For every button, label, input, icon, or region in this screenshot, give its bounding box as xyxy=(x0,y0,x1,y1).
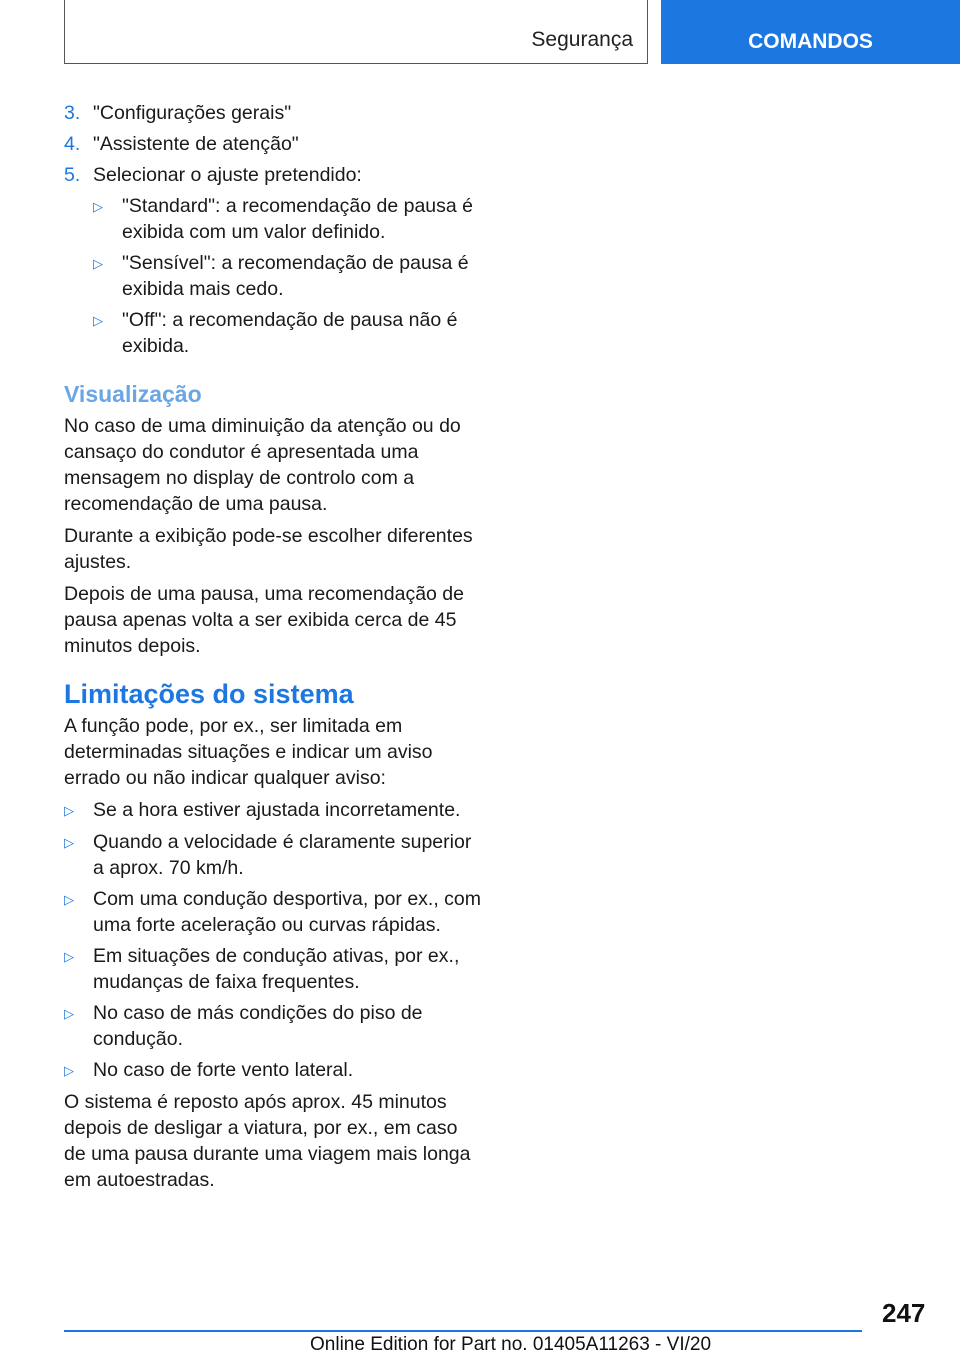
list-item-text: Com uma condução desportiva, por ex., com uma forte aceleração ou curvas rápidas. xyxy=(93,888,482,936)
list-item xyxy=(64,797,484,824)
list-item xyxy=(64,1000,484,1052)
paragraph: No caso de uma diminuição da atenção ou do cansaço do condutor é apresentada uma mensagem no display de controlo com a recomendação de uma pausa. xyxy=(64,415,461,515)
page-content xyxy=(64,100,484,1199)
triangle-bullet-icon: ▷ xyxy=(64,949,74,964)
triangle-bullet-icon: ▷ xyxy=(64,892,74,907)
list-item-text: Se a hora estiver ajustada incorretamente. xyxy=(93,799,461,821)
triangle-bullet-icon: ▷ xyxy=(64,835,74,850)
step-3 xyxy=(64,100,484,126)
footer-edition: Online Edition for Part no. 01405A11263 - VI/20 xyxy=(310,1334,712,1355)
limits-section-title: Limitações do sistema xyxy=(64,679,354,709)
list-item-text: No caso de forte vento lateral. xyxy=(93,1059,354,1081)
list-item xyxy=(64,1057,484,1084)
header-chapter-label: COMANDOS xyxy=(748,30,873,53)
step-number: 5. xyxy=(64,164,81,186)
header-chapter-tab xyxy=(661,0,960,64)
paragraph: Durante a exibição pode-se escolher diferentes ajustes. xyxy=(64,525,473,573)
triangle-bullet-icon: ▷ xyxy=(93,256,103,271)
paragraph: A função pode, por ex., ser limitada em determinadas situações e indicar um aviso errado ou não indicar qualquer aviso: xyxy=(64,715,433,789)
step-5 xyxy=(64,162,484,188)
step-4 xyxy=(64,131,484,157)
triangle-bullet-icon: ▷ xyxy=(93,199,103,214)
step-number: 3. xyxy=(64,102,81,124)
list-item xyxy=(64,943,484,995)
paragraph: O sistema é reposto após aprox. 45 minutos depois de desligar a viatura, por ex., em caso de uma pausa durante uma viagem mais longa em autoestradas. xyxy=(64,1091,471,1191)
triangle-bullet-icon: ▷ xyxy=(64,1063,74,1078)
step-number: 4. xyxy=(64,133,81,155)
option-text: "Standard": a recomendação de pausa é exibida com um valor definido. xyxy=(122,195,473,243)
header-section-title: Segurança xyxy=(531,28,633,51)
list-item-text: Em situações de condução ativas, por ex., mudanças de faixa frequentes. xyxy=(93,945,460,993)
step-text: "Assistente de atenção" xyxy=(93,133,299,155)
list-item-text: Quando a velocidade é claramente superior a aprox. 70 km/h. xyxy=(93,831,472,879)
step-option xyxy=(93,307,484,359)
step-text: "Configurações gerais" xyxy=(93,102,292,124)
header-frame xyxy=(64,0,648,64)
list-item xyxy=(64,886,484,938)
triangle-bullet-icon: ▷ xyxy=(64,1006,74,1021)
footer-divider xyxy=(64,1330,862,1332)
step-option xyxy=(93,193,484,245)
list-item-text: No caso de más condições do piso de condução. xyxy=(93,1002,423,1050)
triangle-bullet-icon: ▷ xyxy=(93,313,103,328)
paragraph: Depois de uma pausa, uma recomendação de pausa apenas volta a ser exibida cerca de 45 minutos depois. xyxy=(64,583,464,657)
option-text: "Off": a recomendação de pausa não é exibida. xyxy=(122,309,458,357)
display-section-title: Visualização xyxy=(64,381,202,407)
step-text: Selecionar o ajuste pretendido: xyxy=(93,164,362,186)
list-item xyxy=(64,829,484,881)
triangle-bullet-icon: ▷ xyxy=(64,803,74,818)
step-option xyxy=(93,250,484,302)
page-number: 247 xyxy=(882,1298,926,1328)
option-text: "Sensível": a recomendação de pausa é exibida mais cedo. xyxy=(122,252,469,300)
